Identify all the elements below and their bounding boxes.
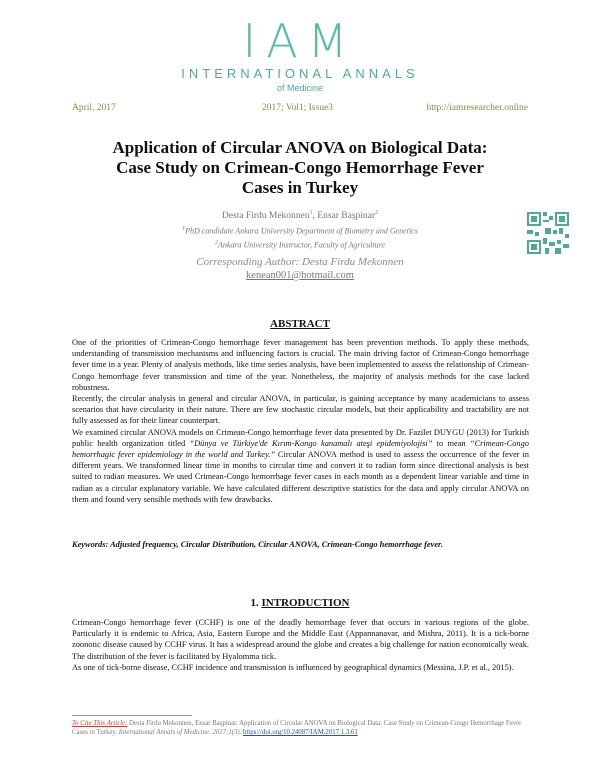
title-line: Case Study on Crimean-Congo Hemorrhage Fever [116, 158, 484, 177]
abstract-p3-text: We examined circular ANOVA models on Crimean-Congo hemorrhage fever data presented by Dr. Fazilet DUYGU (2013) for Turkish public health organization titled [72, 427, 529, 448]
citation-footer [72, 719, 529, 737]
intro-paragraph: As one of tick-borne disease, CCHF incidence and transmission is influenced by geographical dynamics (Messina, J.P. et al., 2015). [72, 662, 514, 672]
journal-url[interactable]: http://iamresearcher.online [426, 103, 528, 113]
author-1: Desta Firdu Mekonnen [221, 211, 310, 222]
issue-date: April, 2017 [72, 103, 116, 113]
abstract-body [72, 337, 529, 505]
abstract-paragraph: One of the priorities of Crimean-Congo hemorrhage fever management has been prevention methods. To apply these methods, understanding of transmission mechanisms and influencing factors is crucial. The main driving factor of Crimean-Congo hemorrhage fever time in a year. Plenty of analysis methods, like time series analysis, have been implemented to assess the relationship of Crimean-Congo hemorrhage fever transmission and time of the year. Nonetheless, the majority of analysis methods for the case lacked robustness. [72, 338, 529, 392]
title-line: Application of Circular ANOVA on Biological Data: [112, 138, 488, 157]
keywords: Keywords: Adjusted frequency, Circular Distribution, Circular ANOVA, Crimean-Congo hemorrhage fever. [72, 540, 443, 549]
section-title: INTRODUCTION [261, 597, 350, 609]
section-number: 1. [250, 597, 262, 609]
authors [0, 210, 600, 221]
journal-logo [0, 14, 600, 93]
affiliation-1 [0, 226, 600, 236]
abstract-p3-text: Circular ANOVA method is used to assess the occurrence of the fever in different years. We transformed linear time in months to circular time and convert it to radian form since directional analysis is best suited to radian measures. We used Crimean-Congo hemorrhage fever cases in each month as a dependent linear variable and time in radian as a circular explanatory variable. We have calculated different descriptive statistics for the data and apply circular ANOVA on them and found very sensible methods with few drawbacks. [72, 450, 529, 504]
affiliation-2-text: Ankara University Instructor, Faculty of Agriculture [217, 240, 386, 250]
author-email[interactable]: kenean001@hotmail.com [246, 270, 354, 281]
corresponding-author: Corresponding Author: Desta Firdu Mekonnen [196, 256, 404, 268]
affiliation-2-sup: 2 [214, 240, 218, 246]
affiliation-1-text: PhD candidate Ankara University Department of Biometry and Genetics [185, 226, 418, 236]
title-line: Cases in Turkey [241, 178, 359, 197]
qr-code-icon [525, 210, 571, 256]
logo-iam: IAM [242, 14, 358, 68]
author-2: Ensar Başpinar [317, 211, 376, 222]
journal-reference: International Annals of Medicine. 2017;1(3). [118, 729, 242, 736]
abstract-paragraph [72, 427, 529, 505]
cite-label: To Cite This Article: [72, 720, 128, 727]
logo-of-medicine: of Medicine [276, 83, 324, 93]
paper-title [60, 138, 540, 198]
author-1-sup: 1 [309, 210, 313, 216]
logo-subtitle: INTERNATIONAL ANNALS [181, 66, 419, 81]
abstract-paragraph: Recently, the circular analysis in general and circular ANOVA, in particular, is gaining acceptance by many academicians to assess scenarios that have circularity in their nature. There are few stochastic circular models, but their applicability and tractability are not fully assessed as for their linear counterpart. [72, 394, 529, 426]
doi-link[interactable]: https://doi.org/10.24087/IAM.2017.1.3.61 [243, 729, 358, 736]
intro-paragraph: Crimean-Congo hemorrhage fever (CCHF) is one of the deadly hemorrhage fever that occurs in various regions of the globe. Particularly it is endemic to Africa, Asia, Eastern Europe and the Middle East (Appannanavar, and Mishra, 2011). It is a tick-borne zoonotic disease caused by CCHF virus. It has a widespread around the globe and creates a big challenge for nation economically weak. The distribution of the fever is facilitated by Hyalomma tick. [72, 618, 529, 661]
introduction-heading [0, 597, 600, 609]
turkish-title: “Dünya ve Türkiye'de Kırım-Kongo kanamalı ateşi epidemiyolojisi” [189, 438, 433, 448]
introduction-body [72, 617, 529, 673]
footer-divider [72, 715, 192, 716]
volume-issue: 2017; Vol1; Issue3 [262, 103, 333, 113]
abstract-p3-text: to mean [432, 438, 470, 448]
cite-text: Desta Firdu Mekonnen, Ensar Başpinar. Application of Circular ANOVA on Biological Data: Case Study on Crimean-Congo Hemorrhage Fever Cases in Turkey. [72, 720, 522, 736]
affiliation-2 [0, 240, 600, 250]
author-separator: , [312, 211, 318, 222]
journal-header [72, 103, 528, 117]
affiliation-1-sup: 1 [182, 226, 186, 232]
english-title: “Crimean-Congo hemorrhagic fever epidemiology in the world and Turkey.” [72, 438, 529, 460]
author-2-sup: 2 [375, 210, 379, 216]
abstract-heading: ABSTRACT [270, 318, 330, 330]
